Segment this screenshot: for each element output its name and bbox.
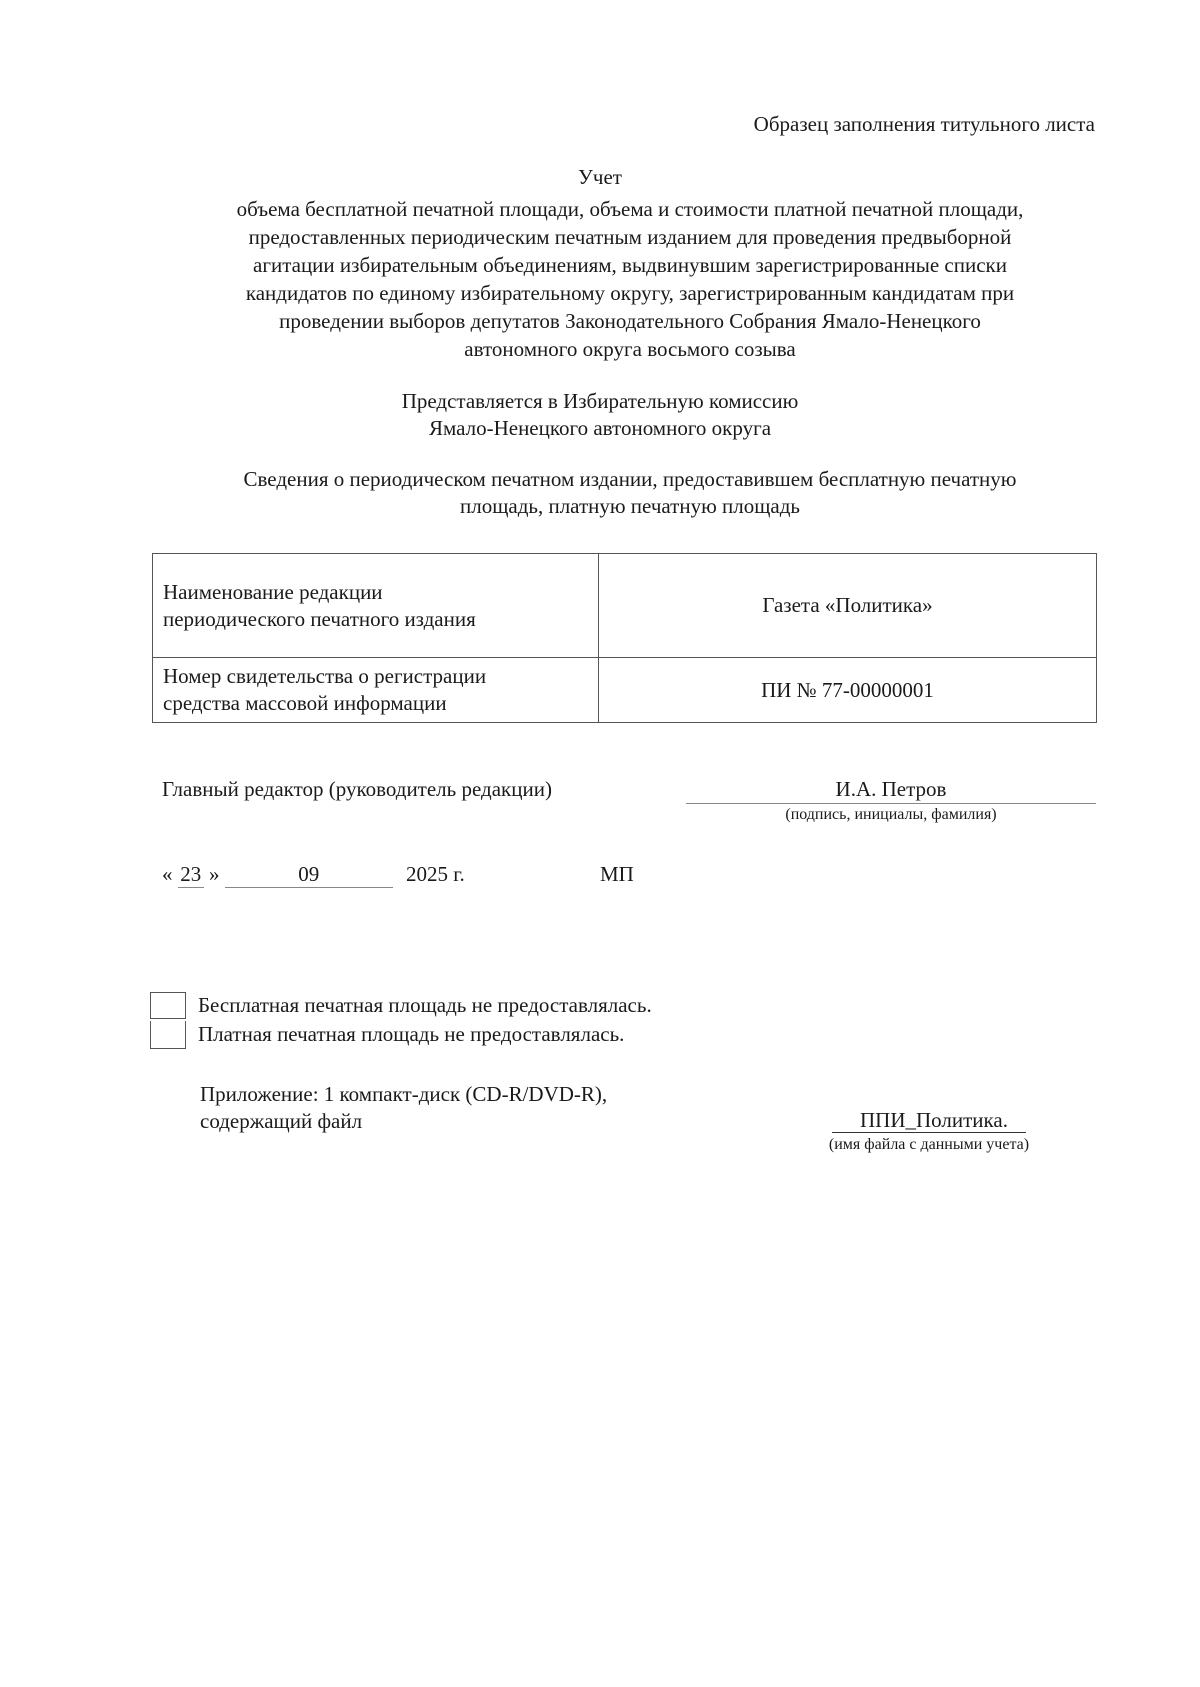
checkbox-row (150, 992, 652, 1021)
label-line: средства массовой информации (163, 691, 447, 715)
subject-line: предоставленных периодическим печатным изданием для проведения предвыборной (248, 225, 1012, 249)
file-name-field (798, 1108, 1060, 1133)
subject-line: кандидатов по единому избирательному округу, зарегистрированным кандидатам при (245, 281, 1015, 305)
caption-line: Сведения о периодическом печатном издании, предоставившем бесплатную печатную (243, 467, 1017, 491)
file-name-hint: (имя файла с данными учета) (828, 1136, 1030, 1153)
checkbox-group (150, 992, 652, 1050)
document-title: Учет (578, 165, 622, 189)
editor-signature-field: И.А. Петров (686, 777, 1096, 804)
subject-line: автономного округа восьмого созыва (464, 337, 796, 361)
row-label (153, 554, 599, 658)
date-day: 23 (178, 862, 204, 888)
free-space-checkbox[interactable] (150, 992, 186, 1019)
label-line: Номер свидетельства о регистрации (163, 664, 487, 688)
checkbox-row (150, 1021, 652, 1050)
label-line: Наименование редакции (163, 579, 383, 604)
file-name-value: ППИ_Политика. (832, 1108, 1026, 1133)
recipient-line: Ямало-Ненецкого автономного округа (428, 416, 772, 440)
recipient-block (0, 388, 1200, 442)
document-subject (170, 195, 1090, 363)
signature-hint: (подпись, инициалы, фамилия) (785, 806, 997, 823)
date-close-quote: » (209, 862, 220, 886)
label-line: периодического печатного издания (163, 606, 476, 631)
editor-role-label: Главный редактор (руководитель редакции) (162, 777, 552, 801)
attachment-note (200, 1081, 607, 1135)
caption-line: площадь, платную печатную площадь (459, 494, 801, 518)
date-open-quote: « (162, 862, 173, 886)
publication-name-value: Газета «Политика» (599, 554, 1097, 658)
table-row (153, 554, 1097, 658)
checkbox-label: Платная печатная площадь не предоставлялась. (198, 1022, 625, 1046)
date-year: 2025 г. (406, 862, 465, 886)
date-field (162, 862, 465, 888)
attachment-line: содержащий файл (200, 1109, 363, 1133)
subject-line: агитации избирательным объединениям, выдвинувшим зарегистрированные списки (253, 253, 1007, 277)
publication-info-table (152, 553, 1097, 723)
date-month: 09 (225, 862, 393, 888)
sample-caption: Образец заполнения титульного листа (753, 112, 1095, 136)
subject-line: объема бесплатной печатной площади, объема и стоимости платной печатной площади, (236, 197, 1024, 221)
attachment-line: Приложение: 1 компакт-диск (CD-R/DVD-R), (200, 1082, 608, 1106)
paid-space-checkbox[interactable] (150, 1021, 186, 1049)
table-row (153, 658, 1097, 723)
row-label (153, 658, 599, 723)
stamp-place: МП (600, 862, 634, 886)
subject-line: проведении выборов депутатов Законодательного Собрания Ямало-Ненецкого (279, 309, 981, 333)
registration-number-value: ПИ № 77-00000001 (599, 658, 1097, 723)
publication-info-caption (170, 466, 1090, 520)
recipient-line: Представляется в Избирательную комиссию (401, 389, 799, 413)
checkbox-label: Бесплатная печатная площадь не предоставлялась. (198, 993, 652, 1017)
